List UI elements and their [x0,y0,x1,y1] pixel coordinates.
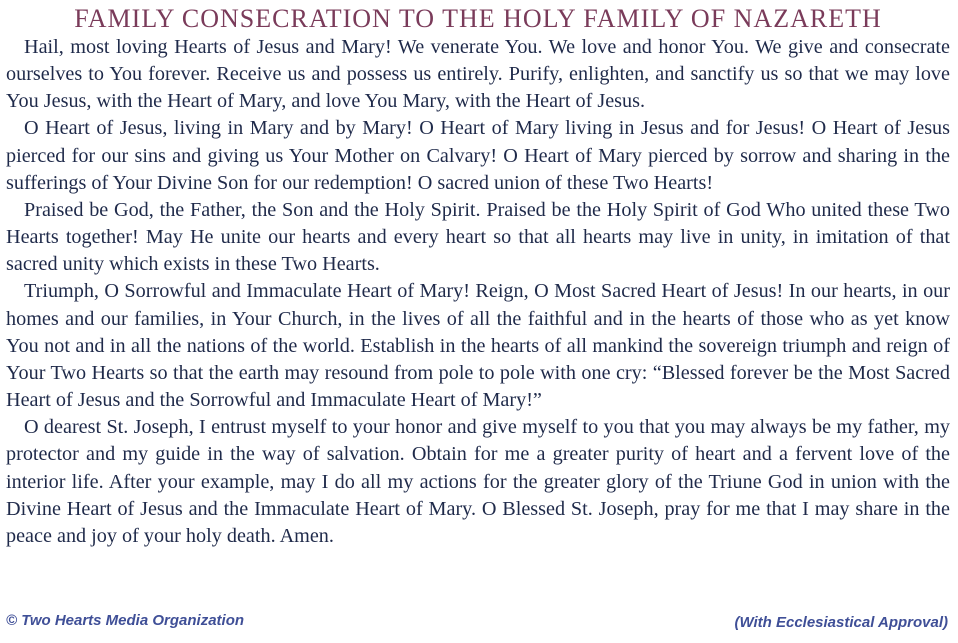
prayer-body [6,34,950,550]
prayer-paragraph-5: O dearest St. Joseph, I entrust myself to your honor and give myself to you that you may always be my father, my protector and my guide in the way of salvation. Obtain for me a greater purity of heart and a fervent love of the interior life. After your example, may I do all my actions for the greater glory of the Triune God in union with the Divine Heart of Jesus and the Immaculate Heart of Mary. O Blessed St. Joseph, pray for me that I may share in the peace and joy of your holy death. Amen. [6,416,950,547]
prayer-title: FAMILY CONSECRATION TO THE HOLY FAMILY OF NAZARETH [74,4,882,33]
footer [6,612,948,634]
approval-notice: (With Ecclesiastical Approval) [734,614,948,631]
prayer-paragraph-2: O Heart of Jesus, living in Mary and by Mary! O Heart of Mary living in Jesus and for Jesus! O Heart of Jesus pierced for our sins and giving us Your Mother on Calvary! O Heart of Mary pierced by sorrow and sharing in the sufferings of Your Divine Son for our redemption! O sacred union of these Two Hearts! [6,117,950,194]
prayer-paragraph-4: Triumph, O Sorrowful and Immaculate Heart of Mary! Reign, O Most Sacred Heart of Jesus! In our hearts, in our homes and our families, in Your Church, in the lives of all the faithful and in the hearts of those who as yet know You not and in all the nations of the world. Establish in the hearts of all mankind the sovereign triumph and reign of Your Two Hearts so that the earth may resound from pole to pole with one cry: “Blessed forever be the Most Sacred Heart of Jesus and the Sorrowful and Immaculate Heart of Mary!” [6,280,950,412]
prayer-paragraph-1: Hail, most loving Hearts of Jesus and Mary! We venerate You. We love and honor You. We give and consecrate ourselves to You forever. Receive us and possess us entirely. Purify, enlighten, and sanctify us so that we may love You Jesus, with the Heart of Mary, and love You Mary, with the Heart of Jesus. [6,36,950,113]
prayer-paragraph-3: Praised be God, the Father, the Son and the Holy Spirit. Praised be the Holy Spirit of God Who united these Two Hearts together! May He unite our hearts and every heart so that all hearts may live in unity, in imitation of that sacred unity which exists in these Two Hearts. [6,198,950,276]
copyright-notice: © Two Hearts Media Organization [6,612,245,629]
